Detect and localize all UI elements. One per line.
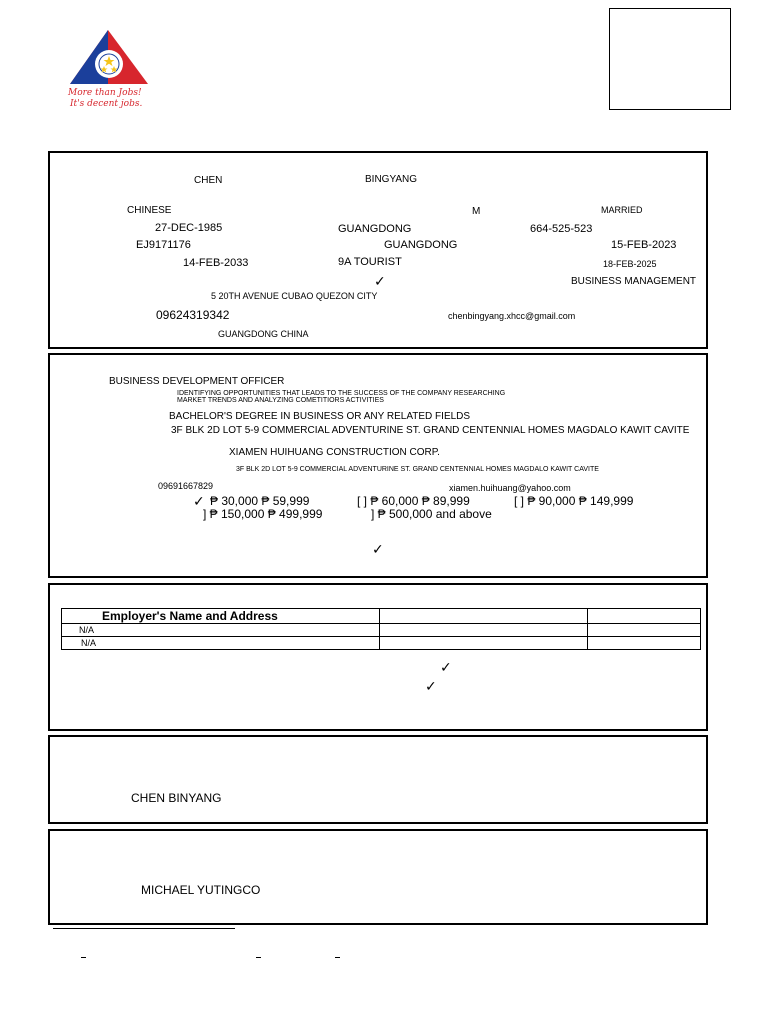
table-cell: N/A	[62, 637, 380, 650]
mobile: 09624319342	[156, 308, 230, 322]
birth-date: 27-DEC-1985	[155, 222, 223, 234]
address-ph: 5 20TH AVENUE CUBAO QUEZON CITY	[211, 291, 378, 301]
table-cell	[380, 637, 588, 650]
phone-top: 664-525-523	[530, 223, 593, 235]
table-cell	[380, 624, 588, 637]
footer-dash	[335, 957, 340, 958]
footer-dash	[81, 957, 86, 958]
address-home: GUANGDONG CHINA	[218, 329, 309, 339]
previous-employment-section	[48, 583, 708, 731]
table-cell: N/A	[62, 624, 380, 637]
passport-issue: 15-FEB-2023	[611, 239, 677, 251]
duties-line-1: IDENTIFYING OPPORTUNITIES THAT LEADS TO THE SUCCESS OF THE COMPANY RESEARCHING	[177, 390, 506, 397]
employer-representative-name: MICHAEL YUTINGCO	[141, 883, 261, 897]
education: BUSINESS MANAGEMENT	[571, 276, 697, 287]
position: BUSINESS DEVELOPMENT OFFICER	[109, 376, 285, 387]
birth-place: GUANGDONG	[338, 223, 412, 235]
photo-box	[609, 8, 731, 110]
previous-employment-table	[61, 608, 701, 650]
visa-expiry: 18-FEB-2025	[603, 259, 657, 269]
dole-logo-icon	[64, 26, 156, 88]
salary-option-5: ] ₱ 500,000 and above	[371, 507, 492, 521]
salary-option-1: ₱ 30,000 ₱ 59,999	[210, 494, 310, 508]
logo-tagline-2: It's decent jobs.	[70, 99, 143, 109]
last-name: CHEN	[194, 175, 223, 186]
table-cell	[588, 637, 701, 650]
table-cell	[588, 609, 701, 624]
salary-option-3: [ ] ₱ 90,000 ₱ 149,999	[514, 494, 634, 508]
passport-place: GUANGDONG	[384, 239, 458, 251]
check-icon: ✓	[440, 660, 452, 676]
applicant-name: CHEN BINYANG	[131, 791, 222, 805]
footer-dash	[256, 957, 261, 958]
footer-line	[53, 928, 235, 929]
civil-status: MARRIED	[601, 205, 643, 215]
check-icon: ✓	[374, 274, 386, 290]
employer-email: xiamen.huihuang@yahoo.com	[449, 483, 571, 493]
email: chenbingyang.xhcc@gmail.com	[448, 311, 576, 321]
employer-name: XIAMEN HUIHUANG CONSTRUCTION CORP.	[229, 447, 440, 458]
salary-option-4: ] ₱ 150,000 ₱ 499,999	[203, 507, 323, 521]
logo-tagline-1: More than Jobs!	[68, 88, 142, 98]
applicant-signature-section	[48, 735, 708, 824]
passport-expiry: 14-FEB-2033	[183, 257, 249, 269]
visa-type: 9A TOURIST	[338, 256, 402, 268]
work-address: 3F BLK 2D LOT 5-9 COMMERCIAL ADVENTURINE ST. GRAND CENTENNIAL HOMES MAGDALO KAWIT CAVITE	[171, 425, 690, 436]
table-cell	[380, 609, 588, 624]
dole-logo	[64, 26, 156, 112]
check-icon: ✓	[193, 494, 205, 510]
check-icon: ✓	[372, 542, 384, 558]
duties-line-2: MARKET TRENDS AND ANALYZING COMETITIORS ACTIVITIES	[177, 397, 384, 404]
table-header-row	[62, 609, 701, 624]
salary-option-2: [ ] ₱ 60,000 ₱ 89,999	[357, 494, 470, 508]
sex: M	[472, 206, 481, 217]
qualifications: BACHELOR'S DEGREE IN BUSINESS OR ANY RELATED FIELDS	[169, 411, 471, 422]
employer-name-header: Employer's Name and Address	[62, 609, 380, 624]
citizenship: CHINESE	[127, 205, 172, 216]
first-name: BINGYANG	[365, 174, 418, 185]
check-icon: ✓	[425, 679, 437, 695]
table-row	[62, 624, 701, 637]
employer-phone: 09691667829	[158, 481, 214, 491]
passport-no: EJ9171176	[136, 239, 191, 251]
table-row	[62, 637, 701, 650]
employer-address: 3F BLK 2D LOT 5-9 COMMERCIAL ADVENTURINE ST. GRAND CENTENNIAL HOMES MAGDALO KAWIT CAVITE	[236, 466, 599, 473]
table-cell	[588, 624, 701, 637]
employer-signature-section	[48, 829, 708, 925]
